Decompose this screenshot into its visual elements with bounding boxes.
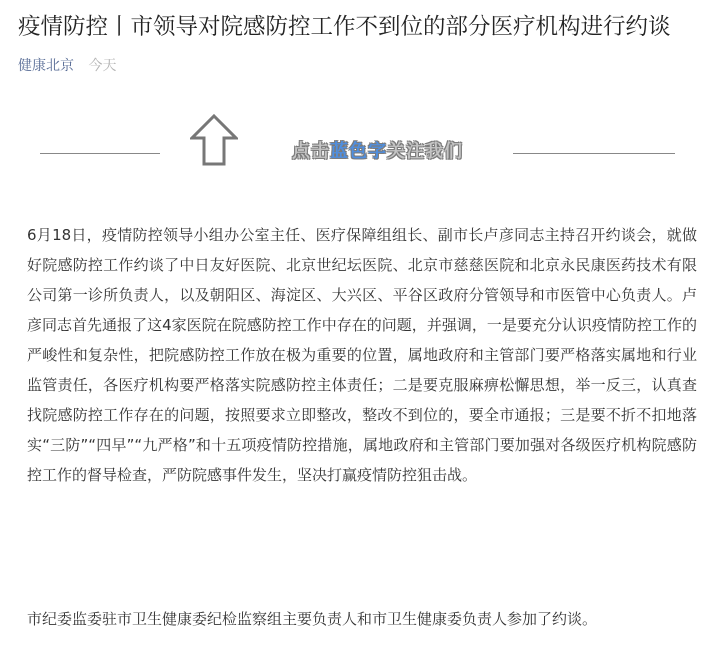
article-body: [27, 220, 697, 628]
article-title: 疫情防控丨市领导对院感防控工作不到位的部分医疗机构进行约谈: [18, 14, 671, 40]
up-arrow-icon: [190, 114, 238, 166]
account-name-link[interactable]: 健康北京: [18, 58, 74, 74]
publish-time: 今天: [88, 58, 117, 74]
follow-text-part2: 关注我们: [387, 141, 463, 162]
follow-banner: [0, 112, 726, 172]
follow-us-text: [292, 138, 463, 166]
banner-divider-right: [513, 153, 675, 154]
article-paragraph: 6月18日，疫情防控领导小组办公室主任、医疗保障组组长、副市长卢彦同志主持召开约谈会，就做好院感防控工作约谈了中日友好医院、北京世纪坛医院、北京市慈慈医院和北京永民康医药技术有限公司第一诊所负责人，以及朝阳区、海淀区、大兴区、平谷区政府分管领导和市医管中心负责人。卢彦同志首先通报了这4家医院在院感防控工作中存在的问题，并强调，一是要充分认识疫情防控工作的严峻性和复杂性，把院感防控工作放在极为重要的位置，属地政府和主管部门要严格落实属地和行业监管责任，各医疗机构要严格落实院感防控主体责任；二是要克服麻痹松懈思想，举一反三，认真查找院感防控工作存在的问题，按照要求立即整改，整改不到位的，要全市通报；三是要不折不扣地落实“三防”“四早”“九严格”和十五项疫情防控措施，属地政府和主管部门要加强对各级医疗机构院感防控工作的督导检查，严防院感事件发生，坚决打赢疫情防控狙击战。: [27, 226, 697, 484]
follow-text-highlight: 蓝色字: [330, 141, 387, 162]
follow-text-part1: 点击: [292, 141, 330, 162]
banner-divider-left: [40, 153, 160, 154]
article-paragraph: 市纪委监委驻市卫生健康委纪检监察组主要负责人和市卫生健康委负责人参加了约谈。: [27, 610, 598, 628]
article-meta: [18, 56, 116, 76]
